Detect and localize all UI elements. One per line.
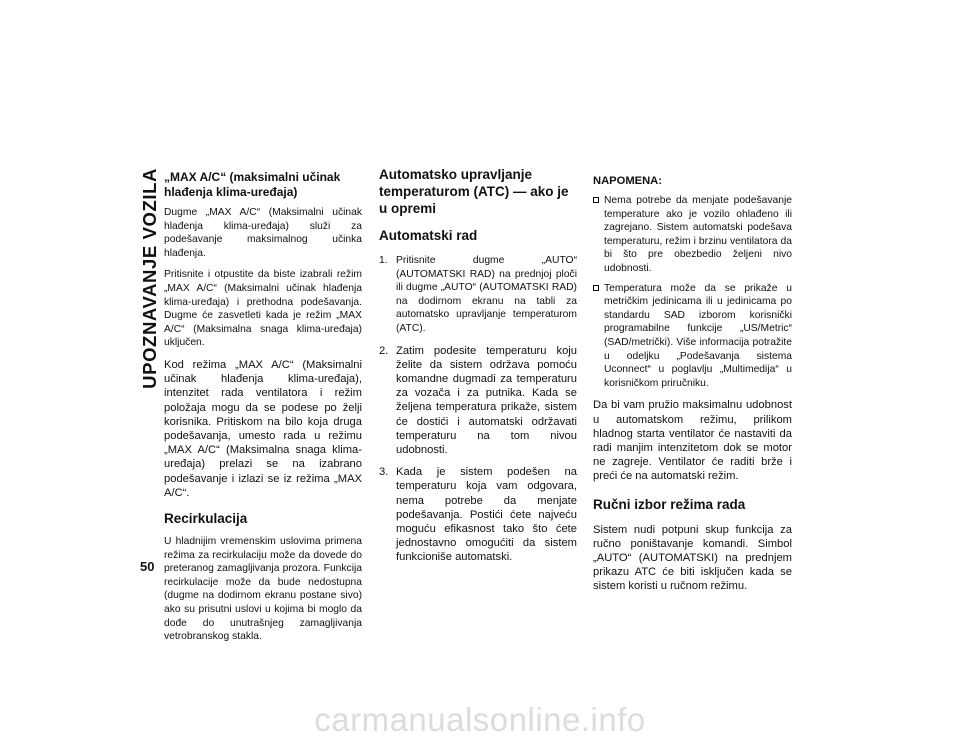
max-ac-heading: „MAX A/C“ (maksimalni učinak hlađenja klima-uređaja)	[164, 170, 341, 199]
list-item	[379, 254, 577, 336]
list-item	[593, 194, 792, 276]
note-text: Temperatura može da se prikaže u metričkim jedinicama ili u jedinicama po standardu SAD izborom korisnički programabilne funkcije „US/Metric“ (SAD/metrički). Više informacija potražite u odeljku „Podešavanja sistema Uconnect“ u poglavlju „Multimedija“ u korisničkom priručniku.	[604, 282, 792, 389]
column-middle	[379, 166, 577, 573]
max-ac-paragraph-1: Dugme „MAX A/C“ (Maksimalni učinak hlađenja klima-uređaja) služi za podešavanje maksimalnog učinka hlađenja.	[164, 207, 362, 259]
step-text: Pritisnite dugme „AUTO“ (AUTOMATSKI RAD) na prednjoj ploči ili dugme „AUTO“ (AUTOMATSKI RAD) na dodirnom ekranu na tabli za automatsko upravljanje temperaturom (ATC).	[396, 255, 577, 334]
checkbox-bullet-icon	[593, 197, 599, 203]
column-left	[164, 170, 362, 644]
list-item	[379, 465, 577, 564]
manual-mode-heading: Ručni izbor režima rada	[593, 496, 746, 512]
step-number: 3.	[379, 466, 389, 479]
step-text: Kada je sistem podešen na temperaturu koja vam odgovara, nema potrebe da menjate podešavanja. Postići ćete najveću moguću efikasnost tako što ćete jednostavno omogućiti da sistem funkcioniše automatski.	[396, 466, 577, 564]
recirculation-heading: Recirkulacija	[164, 510, 248, 526]
column-right	[593, 174, 792, 594]
step-number: 2.	[379, 344, 389, 357]
automatic-operation-heading: Automatski rad	[379, 228, 478, 243]
page-number: 50	[140, 559, 155, 574]
list-item	[593, 282, 792, 391]
checkbox-bullet-icon	[593, 285, 599, 291]
atc-heading: Automatsko upravljanje temperaturom (ATC) — ako je u opremi	[379, 167, 569, 216]
note-title: NAPOMENA:	[593, 175, 662, 187]
max-ac-paragraph-2: Pritisnite i otpustite da biste izabrali režim „MAX A/C“ (Maksimalni učinak hlađenja klima-uređaja) i prethodna podešavanja. Dugme će zasvetleti kada je režim „MAX A/C“ (Maksimalna snaga klima-uređaja) uključen.	[164, 269, 362, 349]
site-watermark: carmanualsonline.info	[314, 701, 646, 738]
step-number: 1.	[379, 255, 388, 266]
note-text: Nema potrebe da menjate podešavanje temperature ako je vozilo ohlađeno ili zagrejano. Sistem automatski podešava temperaturu, režim i brzinu ventilatora da bi što pre obezbedio željeni nivo udobnosti.	[604, 195, 792, 274]
list-item	[379, 344, 577, 458]
manual-mode-paragraph: Sistem nudi potpuni skup funkcija za ručno poništavanje komandi. Simbol „AUTO“ (AUTOMATSKI) na prednjem prikazu ATC će biti isključen kada se sistem koristi u ručnom režimu.	[593, 523, 792, 593]
chapter-side-tab	[138, 168, 162, 546]
note-list	[593, 194, 792, 390]
atc-steps-list	[379, 254, 577, 565]
cold-start-paragraph: Da bi vam pružio maksimalnu udobnost u automatskom režimu, prilikom hladnog starta ventilator će nastaviti da radi manjim intenzitetom dok se motor ne zagreje. Ventilator će raditi brže i preći će na automatski režim.	[593, 399, 792, 483]
max-ac-paragraph-3: Kod režima „MAX A/C“ (Maksimalni učinak hlađenja klima-uređaja), intenzitet rada ventilatora i režim položaja mogu da se podese po želji korisnika. Pritiskom na bilo koja druga podešavanja, umesto rada u režimu „MAX A/C“ (Maksimalna snaga klima-uređaja) prelazi se na izabrano podešavanje i izlazi se iz režima „MAX A/C“.	[164, 358, 362, 499]
step-text: Zatim podesite temperaturu koju želite da sistem održava pomoću komandne dugmadi za temperaturu za vozača i za putnika. Kada se željena temperatura prikaže, sistem će dostići i automatski održavati temperaturu na tom nivou udobnosti.	[396, 344, 577, 456]
recirculation-paragraph: U hladnijim vremenskim uslovima primena režima za recirkulaciju može da dovede do preteranog zamagljivanja prozora. Funkcija recirkulacije može da bude nedostupna (dugme na dodirnom ekranu postane sivo) ako su prisutni uslovi u kojima bi moglo da dođe do unutrašnjeg zamagljivanja vetrobranskog stakla.	[164, 535, 362, 643]
chapter-title: UPOZNAVANJE VOZILA	[139, 168, 160, 389]
